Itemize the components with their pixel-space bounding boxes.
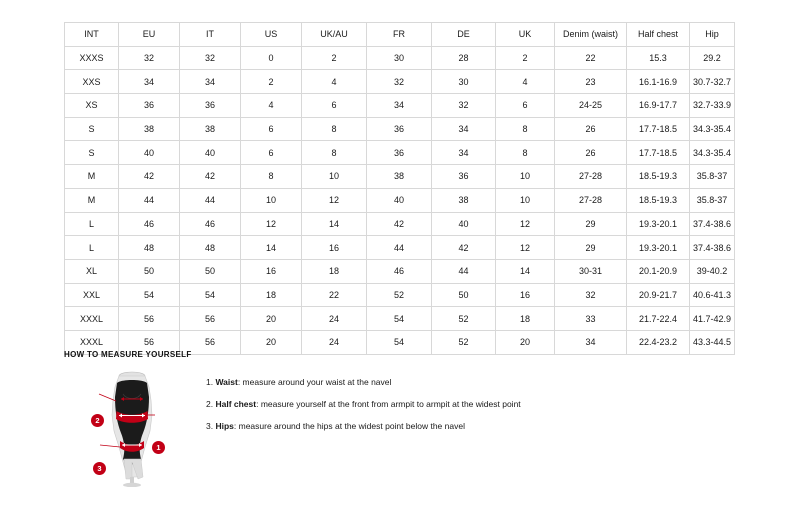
cell: 8 [496,117,555,141]
cell: 14 [241,236,302,260]
cell: 39-40.2 [690,259,735,283]
cell: 17.7-18.5 [627,117,690,141]
table-row [65,70,735,94]
marker-1: 1 [152,441,165,454]
cell: 8 [496,141,555,165]
table-row [65,46,735,70]
instruction-number: 1. [206,377,214,387]
table-row [65,283,735,307]
cell: 36 [180,94,241,118]
instruction-text: : measure around your waist at the navel [237,377,392,387]
column-header-uk: UK [496,23,555,47]
cell: 28 [432,46,496,70]
cell: 35.8-37 [690,188,735,212]
cell: 32 [367,70,432,94]
cell: 32 [180,46,241,70]
cell: 37.4-38.6 [690,212,735,236]
cell: L [65,236,119,260]
column-header-hip: Hip [690,23,735,47]
instruction-label: Waist [215,377,238,387]
cell: 18 [496,307,555,331]
cell: 38 [119,117,180,141]
table-row [65,141,735,165]
mannequin-figure [64,367,194,487]
cell: 22.4-23.2 [627,330,690,354]
cell: 22 [302,283,367,307]
cell: 40 [180,141,241,165]
cell: 33 [555,307,627,331]
cell: 19.3-20.1 [627,212,690,236]
cell: 40 [367,188,432,212]
cell: 32.7-33.9 [690,94,735,118]
cell: 36 [432,165,496,189]
cell: M [65,165,119,189]
cell: 50 [119,259,180,283]
table-row [65,259,735,283]
cell: 27-28 [555,188,627,212]
cell: 56 [180,330,241,354]
cell: 56 [119,307,180,331]
cell: 56 [180,307,241,331]
cell: XS [65,94,119,118]
cell: 37.4-38.6 [690,236,735,260]
table-row [65,94,735,118]
table-row [65,165,735,189]
cell: 24 [302,330,367,354]
column-header-de: DE [432,23,496,47]
cell: XXL [65,283,119,307]
cell: 46 [180,212,241,236]
cell: 40 [119,141,180,165]
cell: 34 [119,70,180,94]
cell: 18.5-19.3 [627,165,690,189]
instruction-hips [206,421,521,431]
cell: 2 [241,70,302,94]
cell: 4 [302,70,367,94]
cell: 40 [432,212,496,236]
cell: 29 [555,236,627,260]
cell: 41.7-42.9 [690,307,735,331]
cell: 34 [432,117,496,141]
cell: XXXL [65,307,119,331]
column-header-fr: FR [367,23,432,47]
instruction-half-chest [206,399,521,409]
cell: 56 [119,330,180,354]
instruction-number: 2. [206,399,214,410]
cell: 42 [180,165,241,189]
cell: 34 [180,70,241,94]
cell: 44 [367,236,432,260]
cell: 21.7-22.4 [627,307,690,331]
cell: 43.3-44.5 [690,330,735,354]
cell: 16 [241,259,302,283]
cell: 36 [367,141,432,165]
cell: 54 [180,283,241,307]
cell: 52 [432,330,496,354]
table-header-row [65,23,735,47]
table-row [65,117,735,141]
instruction-label: Hips [215,421,234,432]
cell: 48 [119,236,180,260]
cell: 17.7-18.5 [627,141,690,165]
cell: 42 [432,236,496,260]
cell: 30 [432,70,496,94]
cell: 18.5-19.3 [627,188,690,212]
column-header-uk-au: UK/AU [302,23,367,47]
cell: 34 [555,330,627,354]
cell: 34 [367,94,432,118]
cell: 12 [496,236,555,260]
cell: 38 [432,188,496,212]
cell: 26 [555,141,627,165]
cell: 6 [241,141,302,165]
cell: 10 [496,165,555,189]
cell: 54 [367,330,432,354]
column-header-denim-waist: Denim (waist) [555,23,627,47]
cell: 6 [241,117,302,141]
cell: 20.1-20.9 [627,259,690,283]
cell: XXXS [65,46,119,70]
cell: 16.9-17.7 [627,94,690,118]
cell: 36 [119,94,180,118]
cell: 20 [496,330,555,354]
cell: 23 [555,70,627,94]
instruction-text: : measure around the hips at the widest point below the navel [233,421,465,432]
cell: 52 [367,283,432,307]
table-row [65,212,735,236]
cell: 26 [555,117,627,141]
cell: 19.3-20.1 [627,236,690,260]
cell: 32 [119,46,180,70]
cell: 52 [432,307,496,331]
cell: 10 [302,165,367,189]
column-header-us: US [241,23,302,47]
cell: 18 [302,259,367,283]
cell: 44 [119,188,180,212]
cell: 24-25 [555,94,627,118]
cell: 15.3 [627,46,690,70]
cell: XXS [65,70,119,94]
cell: 16.1-16.9 [627,70,690,94]
cell: 50 [180,259,241,283]
cell: 34.3-35.4 [690,117,735,141]
marker-2: 2 [91,414,104,427]
column-header-eu: EU [119,23,180,47]
cell: 30.7-32.7 [690,70,735,94]
cell: 54 [367,307,432,331]
cell: S [65,141,119,165]
how-to-measure-title: HOW TO MEASURE YOURSELF [64,350,192,359]
table-row [65,236,735,260]
instruction-number: 3. [206,421,214,432]
cell: XL [65,259,119,283]
how-to-measure-section [64,350,734,487]
cell: 44 [180,188,241,212]
cell: 46 [119,212,180,236]
cell: 18 [241,283,302,307]
table-row [65,188,735,212]
column-header-half-chest: Half chest [627,23,690,47]
cell: 8 [302,141,367,165]
cell: 16 [302,236,367,260]
cell: 24 [302,307,367,331]
cell: 6 [302,94,367,118]
cell: 35.8-37 [690,165,735,189]
cell: 38 [367,165,432,189]
column-header-it: IT [180,23,241,47]
cell: 20 [241,330,302,354]
cell: 6 [496,94,555,118]
instruction-text: : measure yourself at the front from armpit to armpit at the widest point [256,399,521,410]
cell: 0 [241,46,302,70]
cell: 10 [241,188,302,212]
cell: M [65,188,119,212]
cell: 16 [496,283,555,307]
cell: 22 [555,46,627,70]
cell: 14 [496,259,555,283]
cell: L [65,212,119,236]
cell: 27-28 [555,165,627,189]
cell: 2 [496,46,555,70]
size-chart-table [64,22,735,355]
measure-instructions [206,367,521,444]
cell: 30 [367,46,432,70]
cell: 4 [241,94,302,118]
cell: 50 [432,283,496,307]
cell: 46 [367,259,432,283]
cell: 48 [180,236,241,260]
how-to-measure-body [64,367,734,487]
cell: 40.6-41.3 [690,283,735,307]
cell: 20.9-21.7 [627,283,690,307]
mannequin-illustration-icon [97,367,167,487]
cell: 32 [432,94,496,118]
cell: 34.3-35.4 [690,141,735,165]
cell: 36 [367,117,432,141]
cell: 14 [302,212,367,236]
cell: 44 [432,259,496,283]
cell: 54 [119,283,180,307]
instruction-waist [206,377,521,387]
cell: 12 [496,212,555,236]
instruction-label: Half chest [215,399,257,410]
cell: XXXL [65,330,119,354]
cell: 32 [555,283,627,307]
cell: 8 [241,165,302,189]
cell: 12 [241,212,302,236]
table-row [65,307,735,331]
cell: 34 [432,141,496,165]
size-chart-table-container [64,22,734,355]
cell: 4 [496,70,555,94]
cell: 42 [119,165,180,189]
column-header-int: INT [65,23,119,47]
cell: 2 [302,46,367,70]
cell: 20 [241,307,302,331]
cell: 38 [180,117,241,141]
cell: S [65,117,119,141]
cell: 12 [302,188,367,212]
cell: 29 [555,212,627,236]
cell: 29.2 [690,46,735,70]
cell: 10 [496,188,555,212]
cell: 42 [367,212,432,236]
marker-3: 3 [93,462,106,475]
cell: 30-31 [555,259,627,283]
cell: 8 [302,117,367,141]
